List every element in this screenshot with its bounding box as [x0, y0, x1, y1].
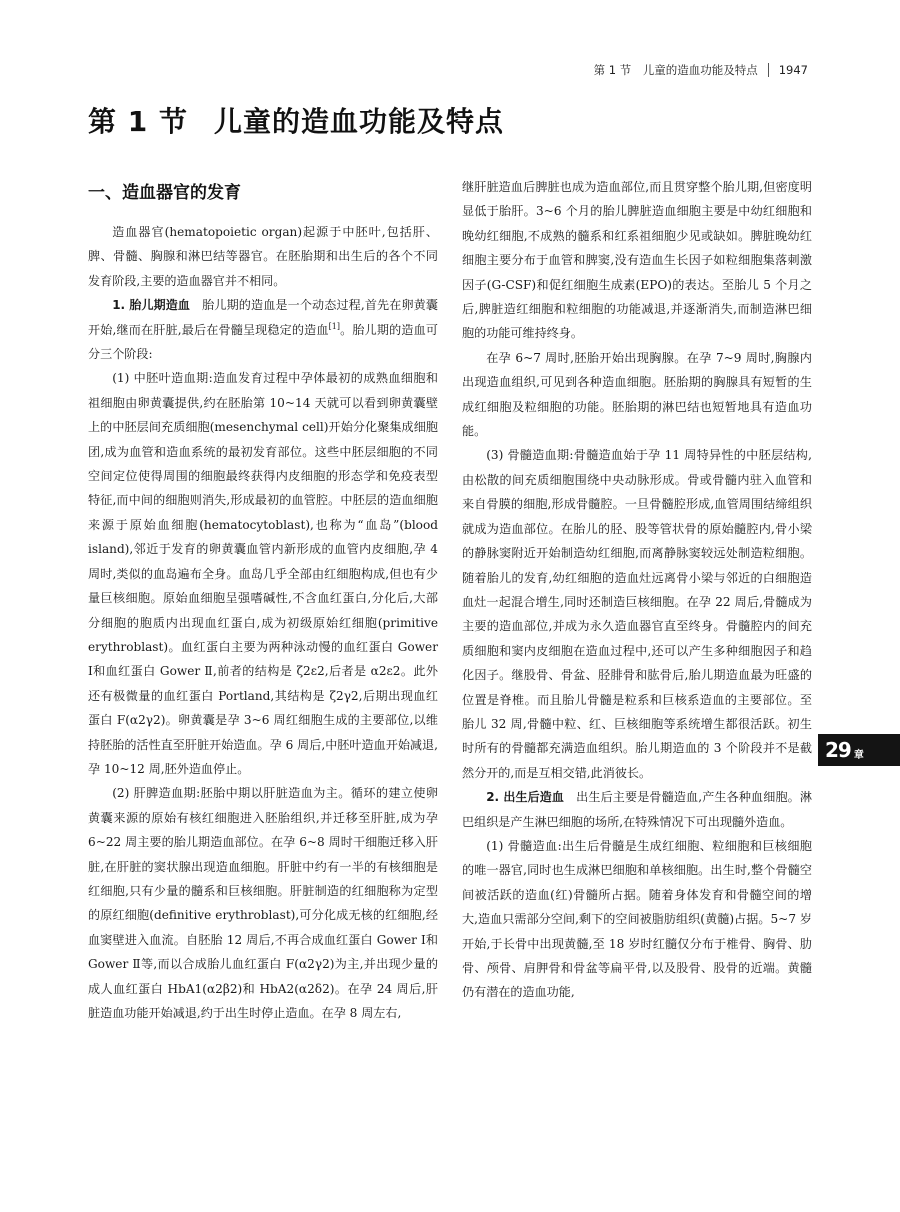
- paragraph-postnatal: [462, 785, 812, 834]
- paragraph-text: 胎儿期的造血是一个动态过程,首先在卵黄囊开始,继而在肝脏,最后在骨髓呈现稳定的造血: [88, 298, 438, 337]
- paragraph-intro: 造血器官(hematopoietic organ)起源于中胚叶,包括肝、脾、骨髓、胸腺和淋巴结等器官。在胚胎期和出生后的各个不同发育阶段,主要的造血器官并不相同。: [88, 225, 438, 288]
- page-title: [88, 100, 504, 140]
- section-title: 儿童的造血功能及特点: [213, 105, 504, 138]
- paragraph-text: 。胎儿期的造血可分三个阶段:: [88, 322, 438, 362]
- right-column: [462, 175, 812, 1005]
- paragraph-text: 出生后主要是骨髓造血,产生各种血细胞。淋巴组织是产生淋巴细胞的场所,在特殊情况下可出现髓外造血。: [462, 790, 812, 829]
- running-title: 第 1 节 儿童的造血功能及特点: [593, 63, 758, 77]
- paragraph-hepatosplenic-stage: (2) 肝脾造血期:胚胎中期以肝脏造血为主。循环的建立使卵黄囊来源的原始有核红细胞进入胚胎组织,并迁移至肝脏,成为孕 6~22 周主要的胎儿期造血部位。在孕 6~8 周时干细胞迁移入肝脏,在肝脏的窦状腺出现造血细胞。肝脏中约有一半的有核细胞是红细胞,只有少量的髓系和巨核细胞。肝脏制造的红细胞称为定型的原红细胞(definitive erythroblast),可分化成无核的红细胞,经血窦壁进入血流。自胚胎 12 周后,不再合成血红蛋白 Gower Ⅰ和 Gower Ⅱ等,而以合成胎儿血红蛋白 F(α2γ2)为主,并出现少量的成人血红蛋白 HbA1(α2β2)和 HbA2(α2δ2)。在孕 24 周后,肝脏造血功能开始减退,约于出生时停止造血。在孕 8 周左右,: [88, 786, 438, 1020]
- section-number: 第 1 节: [88, 105, 188, 138]
- paragraph-fetal-hematopoiesis: [88, 293, 438, 366]
- section-heading: 一、造血器官的发育: [88, 183, 241, 203]
- paragraph-bone-marrow-stage: (3) 骨髓造血期:骨髓造血始于孕 11 周特异性的中胚层结构,由松散的间充质细胞围绕中央动脉形成。骨或骨髓内驻入血管和来自骨膜的细胞,形成骨髓腔。一旦骨髓腔形成,血管周围结缔组织就成为造血部位。在胎儿的胫、股等管状骨的原始髓腔内,骨小梁的静脉窦附近开始制造幼红细胞,而离静脉窦较远处制造粒细胞。随着胎儿的发育,幼红细胞的造血灶远离骨小梁与邻近的白细胞造血灶一起混合增生,同时还制造巨核细胞。在孕 22 周后,骨髓成为主要的造血部位,并成为永久造血器官直至终身。骨髓腔内的间充质细胞和窦内皮细胞在造血过程中,还可以产生多种细胞因子和趋化因子。继股骨、骨盆、胫腓骨和肱骨后,胎儿期造血最为旺盛的位置是脊椎。而且胎儿骨髓是粒系和巨核系造血的主要部位。至胎儿 32 周,骨髓中粒、红、巨核细胞等系统增生都很活跃。初生时所有的骨髓都充满造血组织。胎儿期造血的 3 个阶段并不是截然分开的,而是互相交错,此消彼长。: [462, 448, 812, 780]
- subsection-label-fetal: 1. 胎儿期造血: [112, 298, 190, 313]
- chapter-thumb-tab: [818, 734, 900, 766]
- paragraph-thymus: 在孕 6~7 周时,胚胎开始出现胸腺。在孕 7~9 周时,胸腺内出现造血组织,可见到各种造血细胞。胚胎期的胸腺具有短暂的生成红细胞及粒细胞的功能。胚胎期的淋巴结也短暂地具有造血功能。: [462, 350, 812, 439]
- citation-ref[interactable]: [1]: [328, 321, 341, 331]
- page-number: 1947: [778, 63, 808, 77]
- paragraph-mesoblastic-stage: (1) 中胚叶造血期:造血发育过程中孕体最初的成熟血细胞和祖细胞由卵黄囊提供,约在胚胎第 10~14 天就可以看到卵黄囊壁上的中胚层间充质细胞(mesenchymal cell)开始分化聚集成细胞团,成为血管和造血系统的最初发育部位。这些中胚层细胞的不同空间定位使得周围的细胞最终获得内皮细胞的形态学和免疫表型特征,而中间的细胞则消失,形成最初的血管腔。中胚层的造血细胞来源于原始血细胞(hematocytoblast),也称为“血岛”(blood island),邻近于发育的卵黄囊血管内新形成的血管内皮细胞,孕 4 周时,类似的血岛遍布全身。血岛几乎全部由红细胞构成,但也有少量巨核细胞。原始血细胞呈强嗜碱性,不含血红蛋白,分化后,大部分细胞的胞质内出现血红蛋白,成为初级原始红细胞(primitive erythroblast)。血红蛋白主要为两种泳动慢的血红蛋白 Gower Ⅰ和血红蛋白 Gower Ⅱ,前者的结构是 ζ2ε2,后者是 α2ε2。此外还有极微量的血红蛋白 Portland,其结构是 ζ2γ2,后期出现血红蛋白 F(α2γ2)。卵黄囊是孕 3~6 周红细胞生成的主要部位,以维持胚胎的活性直至肝脏开始造血。孕 6 周后,中胚叶造血开始减退,孕 10~12 周,胚外造血停止。: [88, 371, 438, 776]
- header-divider: [768, 63, 769, 77]
- chapter-number: 29: [825, 738, 851, 762]
- paragraph-spleen: 继肝脏造血后脾脏也成为造血部位,而且贯穿整个胎儿期,但密度明显低于胎肝。3~6 个月的胎儿脾脏造血细胞主要是中幼红细胞和晚幼红细胞,不成熟的髓系和红系祖细胞少见或缺如。脾脏晚幼红细胞主要分布于血管和脾窦,没有造血生长因子如粒细胞集落刺激因子(G-CSF)和促红细胞生成素(EPO)的表达。至胎儿 5 个月之后,脾脏造红细胞和粒细胞的功能减退,并逐渐消失,而制造淋巴细胞的功能可维持终身。: [462, 180, 812, 341]
- running-header: [594, 62, 808, 78]
- subsection-label-postnatal: 2. 出生后造血: [486, 790, 564, 805]
- left-column: [88, 180, 438, 1025]
- paragraph-marrow-postnatal: (1) 骨髓造血:出生后骨髓是生成红细胞、粒细胞和巨核细胞的唯一器官,同时也生成淋巴细胞和单核细胞。出生时,整个骨髓空间被活跃的造血(红)骨髓所占据。随着身体发育和骨髓空间的增大,造血只需部分空间,剩下的空间被脂肪组织(黄髓)占据。5~7 岁开始,于长骨中出现黄髓,至 18 岁时红髓仅分布于椎骨、胸骨、肋骨、颅骨、肩胛骨和骨盆等扁平骨,以及股骨、股骨的近端。黄髓仍有潜在的造血功能,: [462, 838, 812, 1000]
- chapter-suffix: 章: [853, 749, 864, 761]
